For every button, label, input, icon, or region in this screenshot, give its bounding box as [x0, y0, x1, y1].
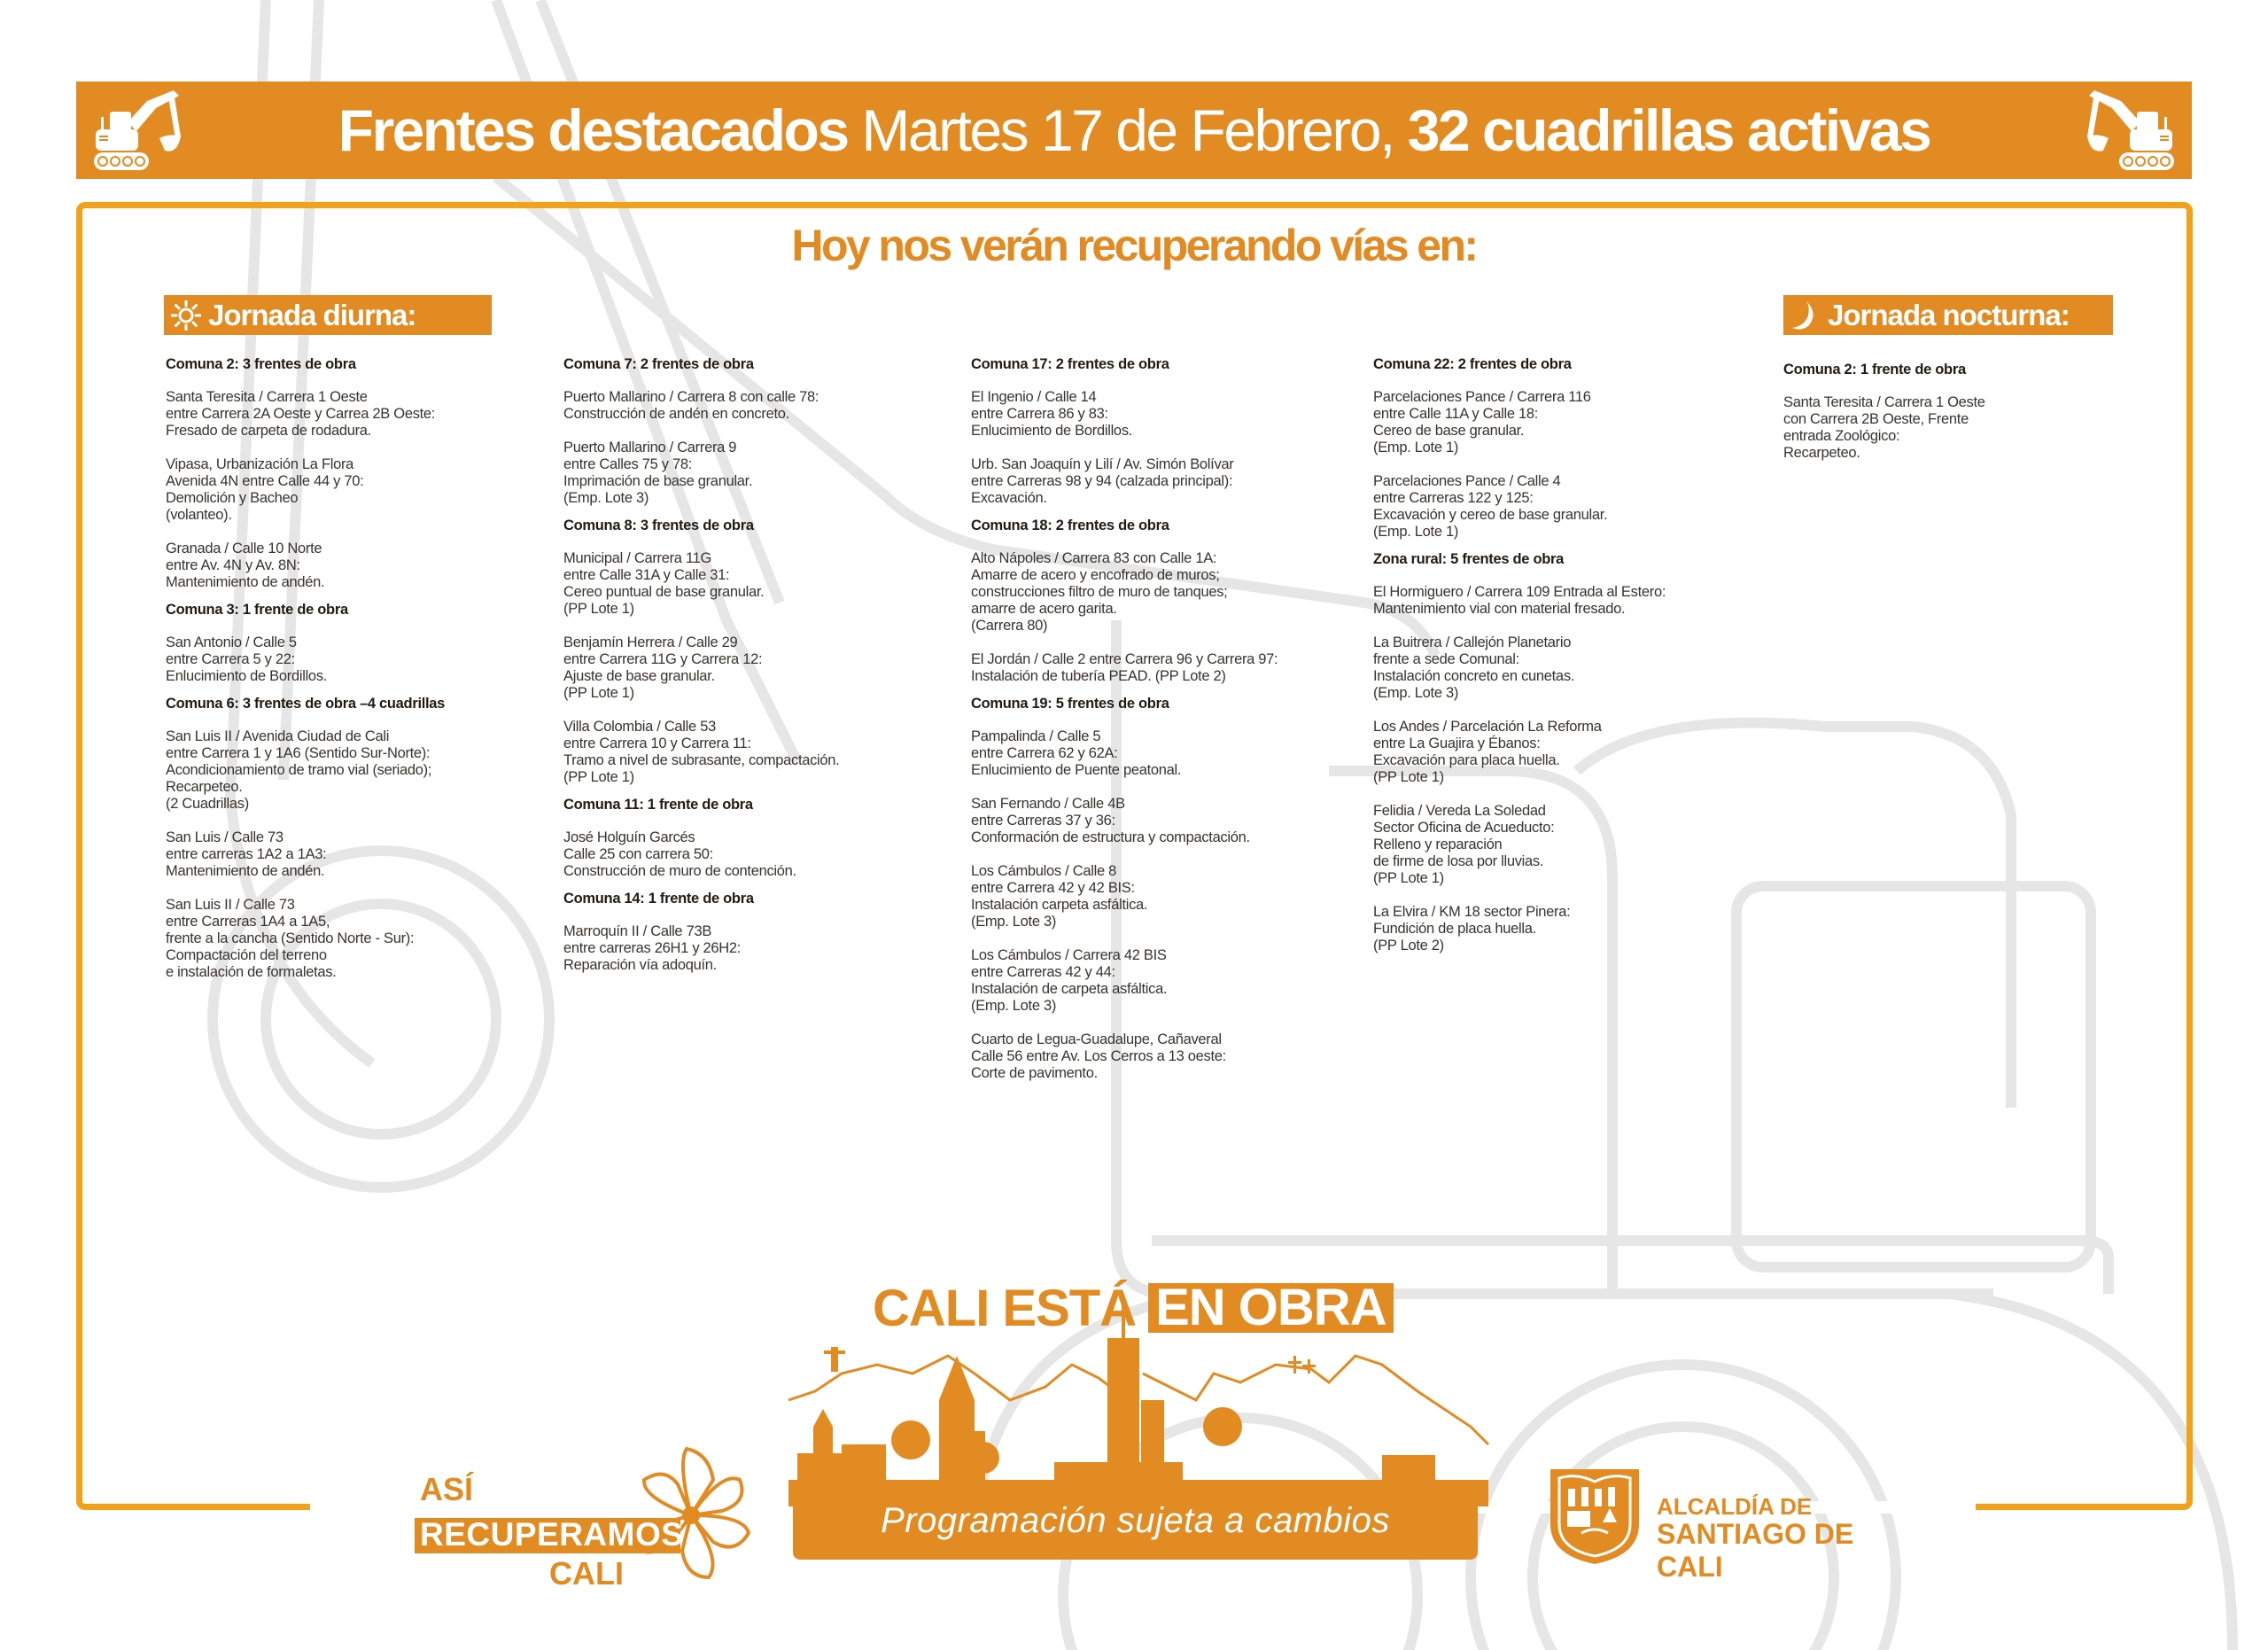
entry-line: entre Carrera 10 y Carrera 11: [563, 735, 751, 751]
entry-line: entre La Guajira y Ébanos: [1373, 735, 1541, 751]
entry-line: (PP Lote 1) [1373, 769, 1444, 785]
header-banner [76, 82, 2192, 179]
entry-line: (PP Lote 1) [563, 685, 634, 701]
campaign-title-plain: CALI ESTÁ [873, 1279, 1137, 1337]
entry-line: El Jordán / Calle 2 entre Carrera 96 y Carrera 97: [971, 651, 1278, 667]
work-front-entry [166, 728, 538, 813]
entry-line: Excavación y cereo de base granular. [1373, 507, 1608, 523]
entry-line: Corte de pavimento. [971, 1065, 1098, 1081]
comuna-group [971, 518, 1361, 685]
entry-line: Construcción de andén en concreto. [563, 406, 789, 422]
entry-line: Amarre de acero y encofrado de muros; [971, 567, 1220, 583]
entry-line: Municipal / Carrera 11G [563, 550, 712, 566]
entry-line: e instalación de formaletas. [166, 964, 337, 980]
entry-line: Avenida 4N entre Calle 44 y 70: [166, 473, 364, 489]
entry-line: Puerto Mallarino / Carrera 9 [563, 440, 737, 455]
entry-line: entre Carreras 42 y 44: [971, 964, 1115, 980]
entry-line: La Elvira / KM 18 sector Pinera: [1373, 904, 1571, 920]
work-front-entry [971, 389, 1361, 440]
comuna-heading: Comuna 8: 3 frentes de obra [563, 518, 754, 533]
entry-line: Compactación del terreno [166, 947, 327, 963]
header-title [338, 97, 1930, 164]
entry-line: entre Carreras 37 y 36: [971, 813, 1115, 829]
entry-line: Mantenimiento de andén. [166, 574, 325, 590]
campaign-title-boxed: EN OBRA [1148, 1283, 1393, 1333]
work-front-entry [1373, 473, 1754, 541]
comuna-group [1783, 362, 2155, 462]
night-shift-label [1783, 295, 2113, 335]
entry-line: Pampalinda / Calle 5 [971, 728, 1101, 744]
entry-line: entre Carrera 11G y Carrera 12: [563, 651, 763, 667]
work-front-entry [166, 634, 538, 685]
alcaldia-cali-logo [1546, 1462, 1900, 1583]
work-front-entry [166, 456, 538, 524]
section-subtitle: Hoy nos verán recuperando vías en: [791, 221, 1477, 270]
header-title-date: Martes 17 de Febrero, [847, 97, 1408, 163]
work-front-entry [563, 440, 944, 507]
work-front-entry [971, 1031, 1361, 1082]
entry-line: de firme de losa por lluvias. [1373, 853, 1544, 869]
comuna-heading: Comuna 19: 5 frentes de obra [971, 696, 1169, 712]
entry-line: Marroquín II / Calle 73B [563, 923, 712, 939]
day-shift-label-text: Jornada diurna: [208, 298, 416, 331]
work-front-entry [563, 829, 944, 880]
day-column-4 [1373, 356, 1754, 971]
moon-icon [1790, 300, 1821, 331]
entry-line: (Emp. Lote 1) [1373, 440, 1459, 455]
entry-line: Calle 56 entre Av. Los Cerros a 13 oeste: [971, 1048, 1226, 1064]
entry-line: Mantenimiento de andén. [166, 863, 325, 879]
entry-line: Parcelaciones Pance / Calle 4 [1373, 473, 1561, 489]
entry-line: Instalación concreto en cunetas. [1373, 668, 1575, 684]
entry-line: entre Carreras 1A4 a 1A5, [166, 914, 330, 930]
entry-line: Conformación de estructura y compactación. [971, 829, 1250, 845]
work-front-entry [971, 728, 1361, 779]
comuna-heading: Comuna 14: 1 frente de obra [563, 891, 754, 907]
entry-line: Los Cámbulos / Carrera 42 BIS [971, 947, 1167, 963]
entry-line: Relleno y reparación [1373, 837, 1503, 852]
comuna-group [563, 518, 944, 786]
work-front-entry [563, 550, 944, 618]
work-front-entry [971, 550, 1361, 634]
entry-line: Cereo de base granular. [1373, 423, 1525, 439]
entry-line: entre Calle 31A y Calle 31: [563, 567, 730, 583]
work-front-entry [166, 897, 538, 981]
entry-line: entre Carreras 122 y 125: [1373, 490, 1534, 506]
entry-line: entre Calle 11A y Calle 18: [1373, 406, 1539, 422]
entry-line: frente a sede Comunal: [1373, 651, 1519, 667]
comuna-heading: Comuna 11: 1 frente de obra [563, 797, 753, 813]
work-front-entry [563, 634, 944, 702]
work-front-entry [166, 541, 538, 591]
entry-line: La Buitrera / Callejón Planetario [1373, 634, 1572, 650]
logo-right-line2: SANTIAGO DE CALI [1657, 1518, 1854, 1583]
work-front-entry [1373, 803, 1754, 887]
entry-line: entre Calles 75 y 78: [563, 456, 693, 472]
work-front-entry [1373, 904, 1754, 954]
entry-line: Instalación de carpeta asfáltica. [971, 981, 1168, 997]
entry-line: El Hormiguero / Carrera 109 Entrada al Estero: [1373, 584, 1666, 600]
work-front-entry [1373, 634, 1754, 702]
comuna-group [971, 696, 1361, 1082]
comuna-heading: Comuna 18: 2 frentes de obra [971, 518, 1169, 533]
header-title-crews: 32 cuadrillas activas [1407, 97, 1930, 163]
entry-line: entre carreras 26H1 y 26H2: [563, 940, 742, 956]
entry-line: San Luis II / Avenida Ciudad de Cali [166, 728, 390, 744]
excavator-icon [2077, 87, 2183, 174]
work-front-entry [166, 829, 538, 880]
entry-line: (volanteo). [166, 507, 232, 523]
work-front-entry [563, 923, 944, 974]
night-shift-label-text: Jornada nocturna: [1828, 298, 2070, 331]
entry-line: Sector Oficina de Acueducto: [1373, 820, 1555, 836]
entry-line: (Emp. Lote 3) [563, 490, 649, 506]
comuna-group [1373, 551, 1754, 954]
entry-line: San Luis / Calle 73 [166, 829, 284, 845]
entry-line: entre Av. 4N y Av. 8N: [166, 557, 300, 573]
entry-line: Vipasa, Urbanización La Flora [166, 456, 354, 472]
work-front-entry [1783, 394, 2155, 462]
comuna-heading: Comuna 22: 2 frentes de obra [1373, 356, 1572, 372]
comuna-heading: Comuna 17: 2 frentes de obra [971, 356, 1169, 372]
work-front-entry [1373, 719, 1754, 786]
day-column-2 [563, 356, 944, 991]
comuna-group [166, 602, 538, 685]
entry-line: Ajuste de base granular. [563, 668, 715, 684]
entry-line: Imprimación de base granular. [563, 473, 753, 489]
entry-line: Urb. San Joaquín y Lilí / Av. Simón Bolívar [971, 456, 1234, 472]
night-column [1783, 362, 2155, 479]
entry-line: (PP Lote 1) [563, 769, 634, 785]
entry-line: amarre de acero garita. [971, 601, 1117, 617]
work-front-entry [1373, 584, 1754, 618]
coat-of-arms-icon [1546, 1462, 1643, 1567]
entry-line: (Emp. Lote 3) [971, 998, 1057, 1014]
entry-line: Granada / Calle 10 Norte [166, 541, 322, 556]
comuna-group [166, 356, 538, 591]
entry-line: (2 Cuadrillas) [166, 796, 249, 812]
entry-line: entre Carrera 5 y 22: [166, 651, 295, 667]
entry-line: Los Andes / Parcelación La Reforma [1373, 719, 1602, 735]
entry-line: Mantenimiento vial con material fresado. [1373, 601, 1626, 617]
comuna-group [971, 356, 1361, 507]
entry-line: Parcelaciones Pance / Carrera 116 [1373, 389, 1591, 405]
entry-line: Recarpeteo. [166, 779, 243, 795]
excavator-icon [85, 87, 191, 174]
entry-line: Enlucimiento de Bordillos. [971, 423, 1133, 439]
work-front-entry [166, 389, 538, 440]
entry-line: (PP Lote 1) [563, 601, 634, 617]
header-title-bold: Frentes destacados [338, 97, 848, 163]
comuna-group [563, 797, 944, 880]
entry-line: San Fernando / Calle 4B [971, 796, 1125, 812]
work-front-entry [971, 863, 1361, 930]
entry-line: (PP Lote 2) [1373, 938, 1444, 953]
work-front-entry [971, 651, 1361, 685]
entry-line: entre Carreras 98 y 94 (calzada principal): [971, 473, 1233, 489]
entry-line: entre Carrera 62 y 62A: [971, 745, 1118, 761]
comuna-heading: Comuna 7: 2 frentes de obra [563, 356, 754, 372]
entry-line: entre Carrera 42 y 42 BIS: [971, 880, 1135, 896]
entry-line: Instalación de tubería PEAD. (PP Lote 2) [971, 668, 1226, 684]
work-front-entry [971, 947, 1361, 1015]
pinwheel-flower-icon [625, 1444, 757, 1586]
comuna-heading: Comuna 6: 3 frentes de obra –4 cuadrillas [166, 696, 446, 712]
comuna-group [563, 891, 944, 974]
entry-line: entre Carrera 1 y 1A6 (Sentido Sur-Norte): [166, 745, 431, 761]
entry-line: (Carrera 80) [971, 618, 1048, 634]
entry-line: Felidia / Vereda La Soledad [1373, 803, 1546, 819]
entry-line: entrada Zoológico: [1783, 428, 1900, 444]
entry-line: entre Carrera 86 y 83: [971, 406, 1108, 422]
entry-line: Enlucimiento de Bordillos. [166, 668, 328, 684]
logo-left-line1: ASÍ [420, 1471, 474, 1507]
entry-line: San Antonio / Calle 5 [166, 634, 297, 650]
entry-line: construcciones filtro de muro de tanques; [971, 584, 1228, 600]
day-column-3 [971, 356, 1361, 1099]
comuna-group [563, 356, 944, 507]
entry-line: Calle 25 con carrera 50: [563, 846, 713, 862]
entry-line: Fresado de carpeta de rodadura. [166, 423, 371, 439]
comuna-heading: Comuna 3: 1 frente de obra [166, 602, 348, 618]
comuna-heading: Zona rural: 5 frentes de obra [1373, 551, 1565, 567]
work-front-entry [1373, 389, 1754, 456]
entry-line: Construcción de muro de contención. [563, 863, 796, 879]
comuna-group [1373, 356, 1754, 541]
entry-line: Benjamín Herrera / Calle 29 [563, 634, 738, 650]
logo-left-line2: RECUPERAMOS [420, 1516, 684, 1553]
entry-line: entre Carrera 2A Oeste y Carrea 2B Oeste: [166, 406, 436, 422]
entry-line: Santa Teresita / Carrera 1 Oeste [1783, 394, 1985, 410]
entry-line: Alto Nápoles / Carrera 83 con Calle 1A: [971, 550, 1217, 566]
entry-line: Puerto Mallarino / Carrera 8 con calle 78: [563, 389, 819, 405]
sun-icon [171, 300, 201, 331]
entry-line: (Emp. Lote 1) [1373, 524, 1459, 540]
day-shift-label [164, 295, 492, 335]
entry-line: Fundición de placa huella. [1373, 921, 1536, 937]
comuna-heading: Comuna 2: 1 frente de obra [1783, 362, 1966, 377]
entry-line: Excavación para placa huella. [1373, 752, 1560, 768]
entry-line: Los Cámbulos / Calle 8 [971, 863, 1116, 879]
comuna-group [166, 696, 538, 981]
logo-right-line1: ALCALDÍA DE [1657, 1493, 1813, 1520]
comuna-heading: Comuna 2: 3 frentes de obra [166, 356, 356, 372]
work-front-entry [971, 456, 1361, 507]
campaign-title [873, 1279, 1394, 1337]
entry-line: con Carrera 2B Oeste, Frente [1783, 411, 1969, 427]
entry-line: Demolición y Bacheo [166, 490, 299, 506]
entry-line: entre carreras 1A2 a 1A3: [166, 846, 327, 862]
entry-line: Villa Colombia / Calle 53 [563, 719, 716, 735]
entry-line: El Ingenio / Calle 14 [971, 389, 1097, 405]
entry-line: San Luis II / Calle 73 [166, 897, 295, 913]
entry-line: Reparación vía adoquín. [563, 957, 717, 973]
work-front-entry [971, 796, 1361, 846]
entry-line: Instalación carpeta asfáltica. [971, 897, 1148, 913]
entry-line: (Emp. Lote 3) [971, 914, 1057, 930]
entry-line: Enlucimiento de Puente peatonal. [971, 762, 1182, 778]
entry-line: Tramo a nivel de subrasante, compactación. [563, 752, 840, 768]
asi-recuperamos-cali-logo [408, 1431, 762, 1591]
entry-line: (Emp. Lote 3) [1373, 685, 1459, 701]
entry-line: Acondicionamiento de tramo vial (seriado); [166, 762, 432, 778]
work-front-entry [563, 389, 944, 423]
day-column-1 [166, 356, 538, 998]
entry-line: (PP Lote 1) [1373, 870, 1444, 886]
work-front-entry [563, 719, 944, 786]
entry-line: José Holguín Garcés [563, 829, 695, 845]
entry-line: Recarpeteo. [1783, 445, 1860, 461]
disclaimer-text: Programación sujeta a cambios [881, 1500, 1390, 1540]
logo-left-line3: CALI [549, 1555, 624, 1592]
entry-line: Cereo puntual de base granular. [563, 584, 765, 600]
entry-line: Cuarto de Legua-Guadalupe, Cañaveral [971, 1031, 1222, 1047]
entry-line: frente a la cancha (Sentido Norte - Sur): [166, 930, 415, 946]
entry-line: Santa Teresita / Carrera 1 Oeste [166, 389, 368, 405]
disclaimer-banner [793, 1482, 1478, 1560]
entry-line: Excavación. [971, 490, 1047, 506]
